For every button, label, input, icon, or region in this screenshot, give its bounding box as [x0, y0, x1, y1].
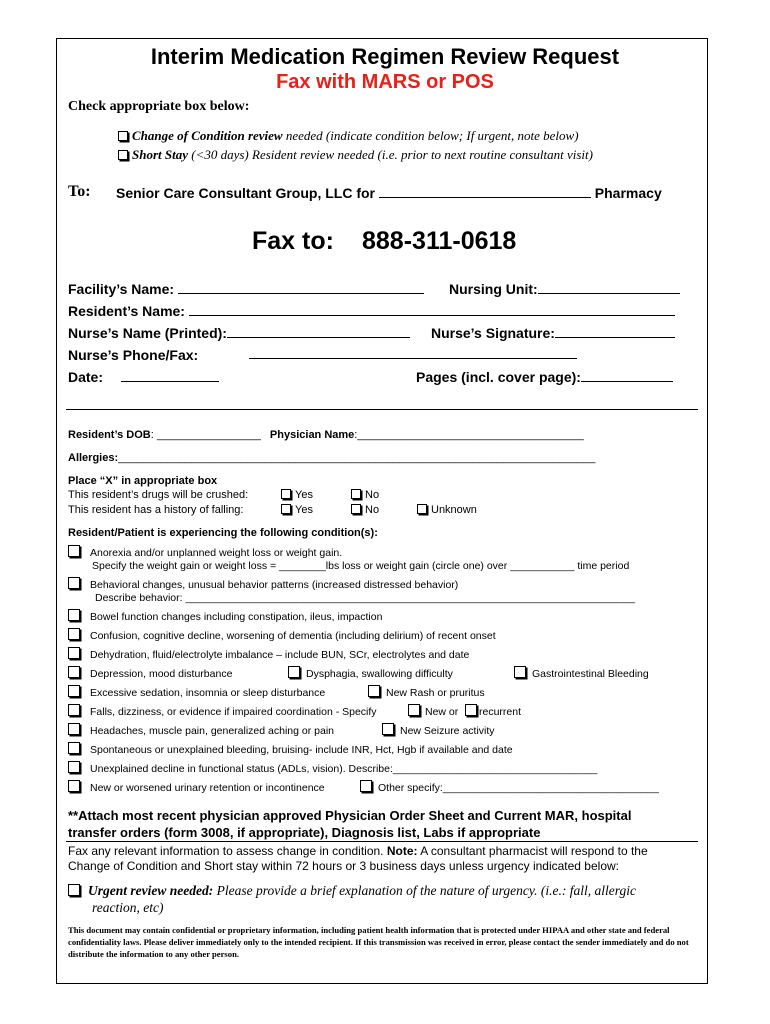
date-row: Date:: [68, 369, 219, 385]
checkbox-urinary[interactable]: [68, 780, 80, 792]
nurse-signature-field[interactable]: [555, 337, 675, 338]
checkbox-crushed-yes[interactable]: [281, 489, 291, 499]
pharmacy-name-field[interactable]: [379, 197, 591, 198]
physician-field[interactable]: :_____________________________________: [354, 429, 584, 441]
checkbox-sedation[interactable]: [68, 685, 80, 697]
condition-falls[interactable]: Falls, dizziness, or evidence if impaired coordination - Specify: [68, 704, 377, 718]
condition-falls-recurrent[interactable]: recurrent: [465, 704, 521, 718]
crushed-yes[interactable]: Yes: [281, 489, 313, 501]
checkbox-bleeding[interactable]: [68, 742, 80, 754]
urgent-review[interactable]: Urgent review needed: Please provide a brief explanation of the nature of urgency. (i.e.: fall, allergic: [68, 883, 636, 899]
facility-row: Facility’s Name:: [68, 281, 424, 297]
facility-name-field[interactable]: [178, 293, 424, 294]
condition-confusion[interactable]: Confusion, cognitive decline, worsening of dementia (including delirium) of recent onset: [68, 628, 496, 642]
checkbox-rash[interactable]: [368, 685, 380, 697]
falling-unknown[interactable]: Unknown: [417, 504, 477, 516]
nursing-unit-field[interactable]: [538, 293, 680, 294]
crushed-no[interactable]: No: [351, 489, 379, 501]
fax-info-line2: Change of Condition and Short stay within 72 hours or 3 business days unless urgency indicated below:: [68, 859, 619, 873]
checkbox-anorexia[interactable]: [68, 545, 80, 557]
allergies-field[interactable]: ______________________________________________________________________________: [118, 452, 596, 464]
section-divider: [66, 409, 698, 410]
checkbox-change-of-condition[interactable]: [118, 131, 128, 141]
condition-bowel[interactable]: Bowel function changes including constipation, ileus, impaction: [68, 609, 382, 623]
condition-anorexia-detail[interactable]: Specify the weight gain or weight loss = ________lbs loss or weight gain (circle one) over ___________ time period: [92, 560, 630, 572]
checkbox-falls-new[interactable]: [408, 704, 420, 716]
pages-field[interactable]: [581, 381, 673, 382]
checkbox-dysphagia[interactable]: [288, 666, 300, 678]
pages-row: Pages (incl. cover page):: [416, 369, 673, 385]
nurse-phone-field[interactable]: [249, 358, 577, 359]
nurse-signature-row: Nurse’s Signature:: [431, 325, 675, 341]
checkbox-falls-recurrent[interactable]: [465, 704, 477, 716]
condition-dehydration[interactable]: Dehydration, fluid/electrolyte imbalance – include BUN, SCr, electrolytes and date: [68, 647, 469, 661]
attach-divider: [66, 841, 698, 842]
condition-falls-new[interactable]: New or: [408, 704, 458, 718]
to-label: To:: [68, 183, 91, 200]
date-field[interactable]: [121, 381, 219, 382]
condition-depression[interactable]: Depression, mood disturbance: [68, 666, 232, 680]
condition-rash[interactable]: New Rash or pruritus: [368, 685, 485, 699]
condition-seizure[interactable]: New Seizure activity: [382, 723, 495, 737]
to-line: Senior Care Consultant Group, LLC for Pharmacy: [116, 185, 662, 201]
conditions-header: Resident/Patient is experiencing the following condition(s):: [68, 527, 378, 539]
condition-headaches[interactable]: Headaches, muscle pain, generalized aching or pain: [68, 723, 334, 737]
dob-physician-row: Resident’s DOB: _________________ Physician Name:_____________________________________: [68, 429, 584, 441]
fax-info-line1: Fax any relevant information to assess change in condition. Note: A consultant pharmacist will respond to the: [68, 844, 648, 858]
checkbox-decline[interactable]: [68, 761, 80, 773]
condition-decline[interactable]: Unexplained decline in functional status (ADLs, vision). Describe:___________________________________: [68, 761, 597, 775]
falling-text: This resident has a history of falling:: [68, 504, 244, 516]
checkbox-urgent[interactable]: [68, 884, 80, 896]
condition-behavioral-detail[interactable]: Describe behavior: _____________________________________________________________________________: [95, 592, 636, 604]
option-short-stay[interactable]: Short Stay (<30 days) Resident review needed (i.e. prior to next routine consultant visit): [118, 147, 593, 163]
option-change-of-condition[interactable]: Change of Condition review needed (indicate condition below; If urgent, note below): [118, 128, 579, 144]
urgent-review-line2: reaction, etc): [92, 900, 164, 915]
checkbox-falling-unknown[interactable]: [417, 504, 427, 514]
condition-urinary[interactable]: New or worsened urinary retention or incontinence: [68, 780, 325, 794]
checkbox-falling-no[interactable]: [351, 504, 361, 514]
attach-note-line2: transfer orders (form 3008, if appropriate), Diagnosis list, Labs if appropriate: [68, 825, 541, 840]
condition-dysphagia[interactable]: Dysphagia, swallowing difficulty: [288, 666, 453, 680]
fax-label: Fax to:: [252, 227, 334, 255]
resident-row: Resident’s Name:: [68, 303, 675, 319]
condition-gi-bleeding[interactable]: Gastrointestinal Bleeding: [514, 666, 649, 680]
attach-note-line1: **Attach most recent physician approved Physician Order Sheet and Current MAR, hospital: [68, 808, 632, 823]
checkbox-other[interactable]: [360, 780, 372, 792]
checkbox-short-stay[interactable]: [118, 150, 128, 160]
falling-no[interactable]: No: [351, 504, 379, 516]
checkbox-falls[interactable]: [68, 704, 80, 716]
condition-other[interactable]: Other specify:_____________________________________: [360, 780, 659, 794]
condition-sedation[interactable]: Excessive sedation, insomnia or sleep disturbance: [68, 685, 325, 699]
checkbox-gi-bleeding[interactable]: [514, 666, 526, 678]
nurse-phone-label: Nurse’s Phone/Fax:: [68, 347, 199, 363]
nursing-unit-row: Nursing Unit:: [449, 281, 680, 297]
checkbox-dehydration[interactable]: [68, 647, 80, 659]
checkbox-bowel[interactable]: [68, 609, 80, 621]
fax-number: 888-311-0618: [362, 227, 517, 255]
falling-yes[interactable]: Yes: [281, 504, 313, 516]
condition-anorexia[interactable]: Anorexia and/or unplanned weight loss or weight gain.: [68, 545, 342, 559]
confidentiality-disclaimer: This document may contain confidential or proprietary information, including patient health information that is protected under HIPAA and other state and federal confidentiality laws. Please deliver immediately only to the intended recipient. If this transmission was received in error, please contact the sender immediately and do not distribute the information to any other person.: [68, 925, 689, 959]
checkbox-behavioral[interactable]: [68, 577, 80, 589]
check-instruction: Check appropriate box below:: [68, 99, 250, 114]
condition-bleeding[interactable]: Spontaneous or unexplained bleeding, bruising- include INR, Hct, Hgb if available and date: [68, 742, 513, 756]
checkbox-falling-yes[interactable]: [281, 504, 291, 514]
nurse-name-field[interactable]: [227, 337, 410, 338]
checkbox-seizure[interactable]: [382, 723, 394, 735]
crushed-text: This resident’s drugs will be crushed:: [68, 489, 249, 501]
checkbox-depression[interactable]: [68, 666, 80, 678]
form-title: Interim Medication Regimen Review Request: [150, 44, 620, 69]
checkbox-crushed-no[interactable]: [351, 489, 361, 499]
nurse-name-row: Nurse’s Name (Printed):: [68, 325, 410, 341]
checkbox-confusion[interactable]: [68, 628, 80, 640]
checkbox-headaches[interactable]: [68, 723, 80, 735]
allergies-row: Allergies:______________________________________________________________________________: [68, 452, 596, 464]
condition-behavioral[interactable]: Behavioral changes, unusual behavior patterns (increased distressed behavior): [68, 577, 458, 591]
dob-field[interactable]: : _________________: [150, 429, 261, 441]
place-x-label: Place “X” in appropriate box: [68, 475, 218, 487]
form-subtitle: Fax with MARS or POS: [276, 71, 494, 93]
resident-name-field[interactable]: [189, 315, 675, 316]
